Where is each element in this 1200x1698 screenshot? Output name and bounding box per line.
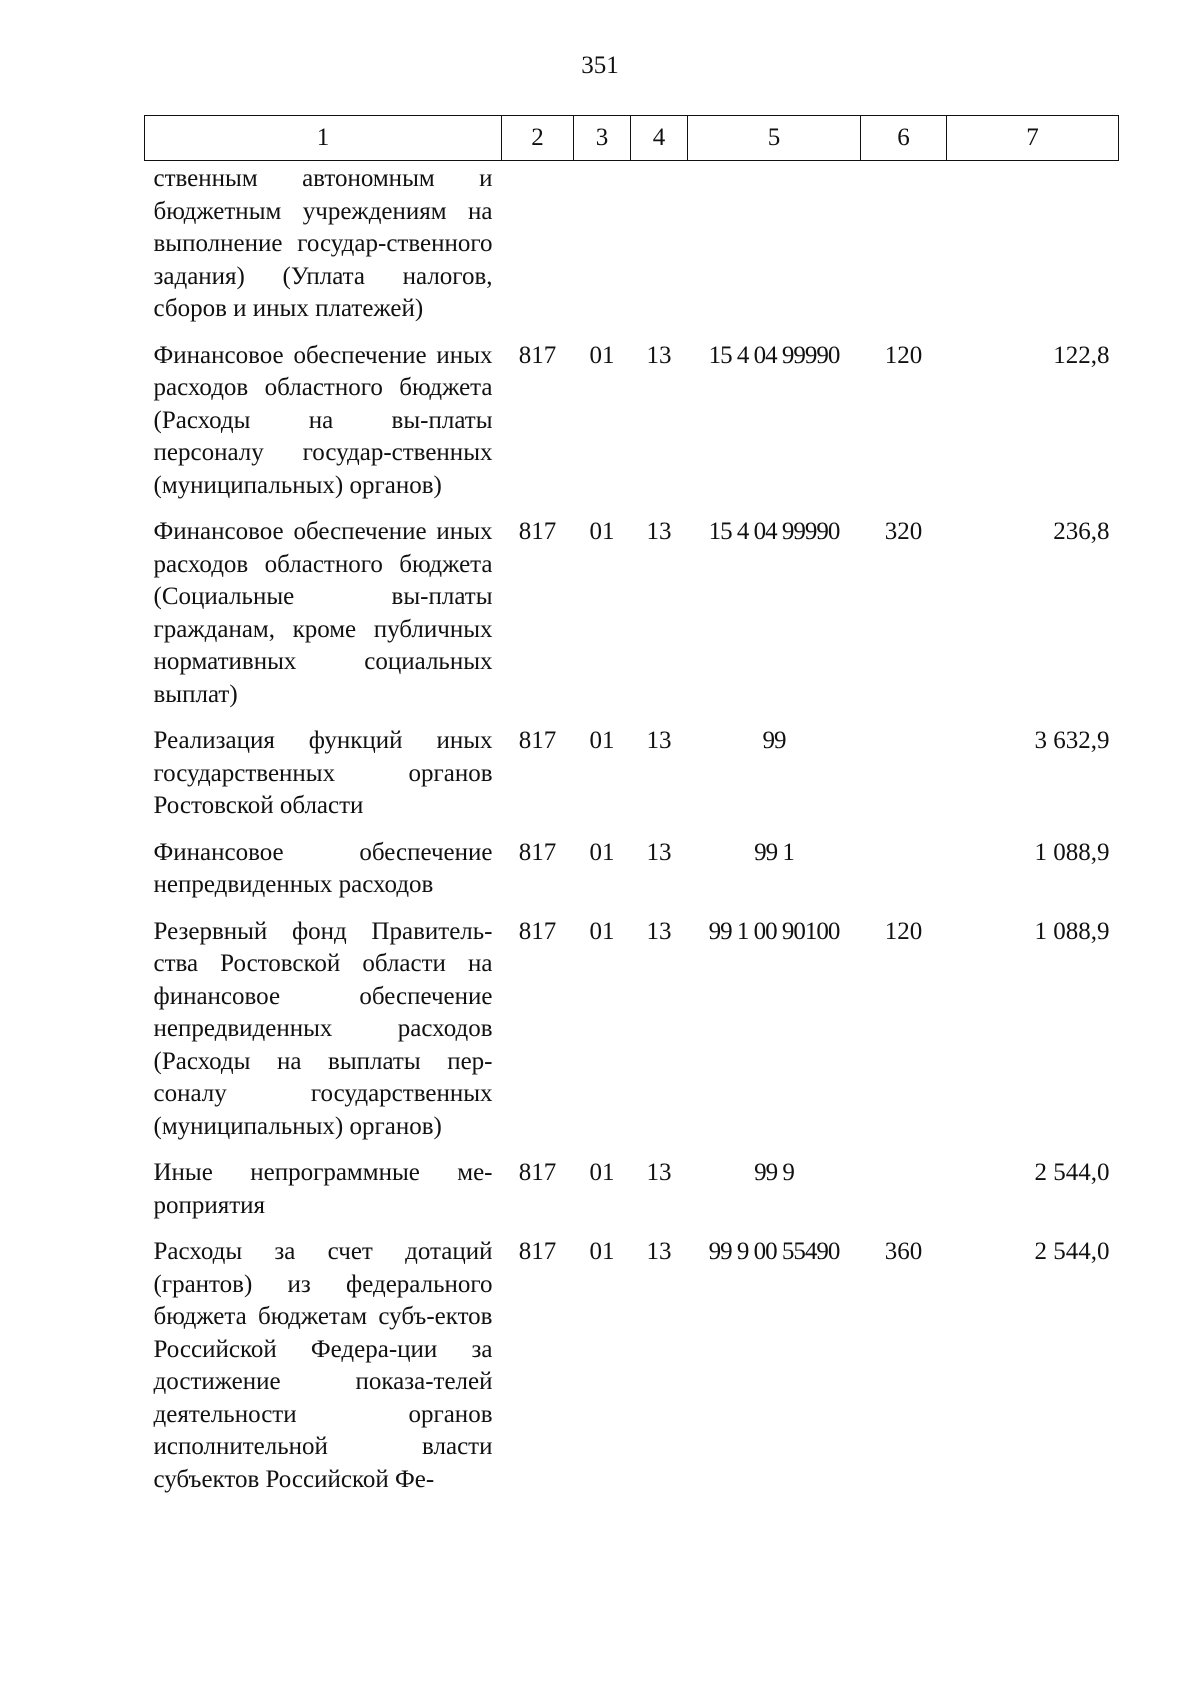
row-description: Финансовое обеспечение иных расходов областного бюджета (Социальные вы-платы гражданам, кроме публичных нормативных социальных выплат) (153, 518, 493, 708)
row-amount: 236,8 (1053, 518, 1110, 545)
row-col-6: 320 (884, 518, 923, 545)
row-col-2: 817 (518, 917, 557, 945)
row-col-6 (861, 161, 947, 340)
row-col-6: 120 (884, 341, 923, 369)
row-description: ственным автономным и бюджетным учреждениям на выполнение государ-ственного задания) (Уплата налогов, сборов и иных платежей) (153, 165, 493, 322)
row-amount: 2 544,0 (1034, 1159, 1110, 1186)
header-col-1: 1 (145, 116, 502, 161)
row-amount: 3 632,9 (1034, 727, 1110, 754)
row-col-6: 360 (884, 1238, 923, 1265)
row-col-6: 120 (884, 917, 923, 945)
row-col-6 (861, 837, 947, 916)
row-col-4: 13 (646, 1159, 672, 1186)
row-description: Финансовое обеспечение иных расходов областного бюджета (Расходы на вы-платы персоналу государ-ственных (муниципальных) органов) (153, 341, 493, 499)
table-row (145, 516, 1119, 725)
row-amount: 2 544,0 (1034, 1238, 1110, 1265)
row-description: Реализация функций иных государственных органов Ростовской области (153, 727, 493, 819)
row-col-5: 15 4 04 99990 (708, 518, 840, 545)
row-col-6 (861, 1157, 947, 1236)
row-col-4: 13 (646, 518, 672, 545)
row-col-5 (688, 161, 861, 340)
header-col-7: 7 (947, 116, 1119, 161)
table-body (145, 161, 1119, 1511)
table-row (145, 161, 1119, 340)
header-col-2: 2 (502, 116, 574, 161)
row-amount: 1 088,9 (1034, 917, 1110, 945)
row-description: Резервный фонд Правитель-ства Ростовской области на финансовое обеспечение непредвиденных расходов (Расходы на выплаты пер-соналу государственных (муниципальных) органов) (153, 917, 493, 1140)
row-col-4: 13 (646, 1238, 672, 1265)
table-row (145, 340, 1119, 517)
header-row (145, 116, 1119, 161)
row-col-2: 817 (518, 1159, 557, 1186)
row-col-2: 817 (518, 727, 557, 754)
row-col-2: 817 (518, 341, 557, 369)
row-col-5: 15 4 04 99990 (708, 341, 840, 369)
row-col-4: 13 (646, 341, 672, 369)
row-col-3: 01 (589, 917, 615, 945)
budget-table (144, 115, 1119, 1510)
row-description: Расходы за счет дотаций (грантов) из федерального бюджета бюджетам субъ-ектов Российской Федера-ции за достижение показа-телей деятельности органов исполнительной власти субъектов Российской Фе- (153, 1238, 493, 1493)
row-col-3: 01 (589, 518, 615, 545)
row-col-4 (631, 161, 688, 340)
row-description: Финансовое обеспечение непредвиденных расходов (153, 838, 493, 898)
row-col-4: 13 (646, 727, 672, 754)
row-col-6 (861, 725, 947, 837)
row-col-5: 99 9 00 55490 (708, 1238, 840, 1265)
table-row (145, 725, 1119, 837)
row-description: Иные непрограммные ме-роприятия (153, 1159, 493, 1219)
row-col-5: 99 1 00 90100 (708, 917, 840, 945)
row-col-2: 817 (518, 838, 557, 866)
row-col-3: 01 (589, 727, 615, 754)
header-col-3: 3 (574, 116, 631, 161)
row-col-5: 99 9 (754, 1159, 794, 1186)
row-col-5: 99 1 (754, 838, 794, 866)
header-col-4: 4 (631, 116, 688, 161)
table-header (145, 116, 1119, 161)
row-amount (947, 161, 1119, 340)
row-col-2: 817 (518, 1238, 557, 1265)
row-col-3: 01 (589, 341, 615, 369)
row-col-5: 99 (762, 727, 786, 754)
row-col-4: 13 (646, 917, 672, 945)
row-amount: 1 088,9 (1034, 838, 1110, 866)
header-col-5: 5 (688, 116, 861, 161)
row-col-4: 13 (646, 838, 672, 866)
row-col-2 (502, 161, 574, 340)
header-col-6: 6 (861, 116, 947, 161)
row-col-3: 01 (589, 1238, 615, 1265)
table-row (145, 1236, 1119, 1510)
row-col-3: 01 (589, 1159, 615, 1186)
table-row (145, 916, 1119, 1158)
row-amount: 122,8 (1053, 341, 1110, 369)
row-col-3 (574, 161, 631, 340)
table-row (145, 1157, 1119, 1236)
row-col-2: 817 (518, 518, 557, 545)
table-row (145, 837, 1119, 916)
page-number: 351 (581, 52, 619, 79)
row-col-3: 01 (589, 838, 615, 866)
